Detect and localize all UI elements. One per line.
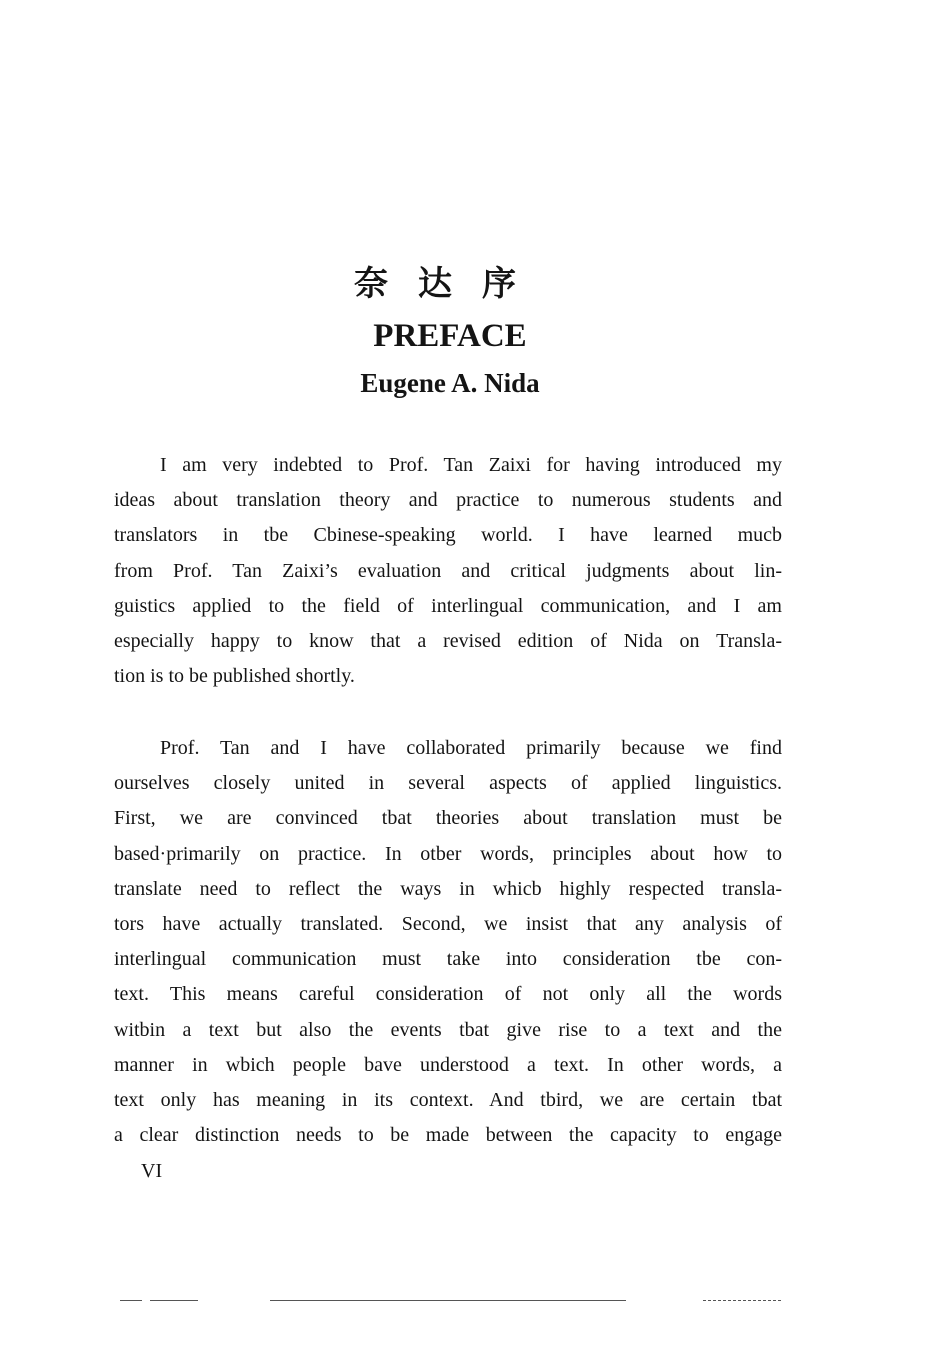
text-line: Prof. Tan and I have collaborated primarily because we find: [160, 737, 782, 759]
scan-artifact-line: [150, 1300, 198, 1301]
text-line: ideas about translation theory and practice to numerous students and: [114, 489, 782, 512]
author-name: Eugene A. Nida: [360, 368, 540, 398]
text-line: from Prof. Tan Zaixi’s evaluation and critical judgments about lin-: [114, 559, 782, 582]
text-line: interlingual communication must take into consideration tbe con-: [114, 948, 782, 971]
text-line: First, we are convinced tbat theories about translation must be: [114, 807, 782, 830]
text-line: tion is to be published shortly.: [114, 665, 355, 688]
page-number: VI: [141, 1160, 163, 1182]
text-line: ourselves closely united in several aspects of applied linguistics.: [114, 772, 782, 795]
text-line: especially happy to know that a revised edition of Nida on Transla-: [114, 629, 782, 652]
text-line: translators in tbe Cbinese-speaking world. I have learned mucb: [114, 524, 782, 547]
text-line: tors have actually translated. Second, we insist that any analysis of: [114, 912, 782, 935]
text-line: a clear distinction needs to be made between the capacity to engage: [114, 1124, 782, 1147]
text-line: translate need to reflect the ways in whicb highly respected transla-: [114, 877, 782, 900]
scan-artifact-line: [270, 1300, 626, 1301]
text-line: I am very indebted to Prof. Tan Zaixi for having introduced my: [160, 454, 782, 476]
scan-artifact-line: [703, 1300, 781, 1301]
text-line: guistics applied to the field of interlingual communication, and I am: [114, 594, 782, 617]
text-line: witbin a text but also the events tbat give rise to a text and the: [114, 1018, 782, 1041]
text-line: text. This means careful consideration of not only all the words: [114, 983, 782, 1006]
paragraph-1: [114, 448, 782, 694]
text-line: manner in wbich people bave understood a text. In other words, a: [114, 1053, 782, 1076]
preface-title: PREFACE: [373, 318, 527, 354]
paragraph-2: [114, 731, 782, 1153]
chinese-title: 奈达序: [354, 264, 546, 304]
scan-artifact-line: [120, 1300, 142, 1301]
text-line: text only has meaning in its context. And tbird, we are certain tbat: [114, 1088, 782, 1111]
text-line: based·primarily on practice. In otber words, principles about how to: [114, 842, 782, 865]
